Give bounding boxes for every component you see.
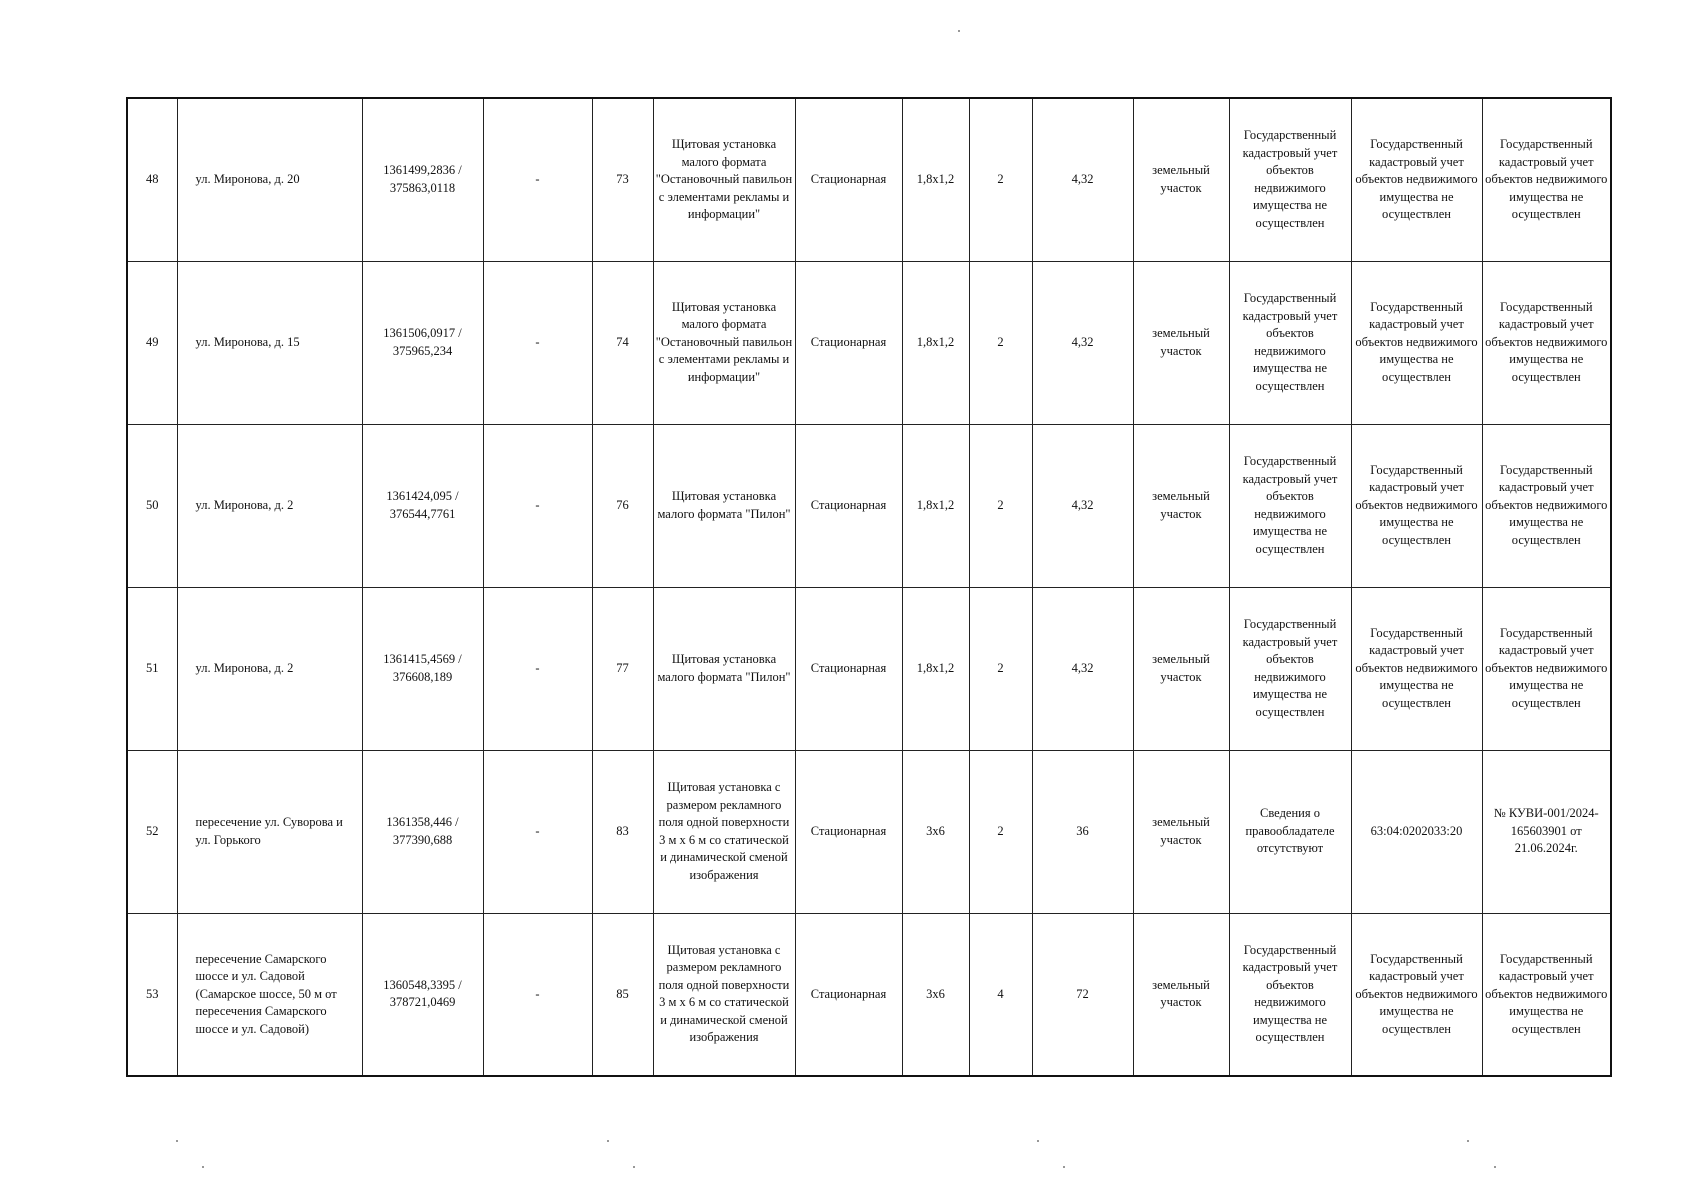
cadastral-number-cell: Государственный кадастровый учет объектов недвижимого имущества не осуществлен	[1351, 913, 1482, 1076]
owner-info-cell: Государственный кадастровый учет объектов недвижимого имущества не осуществлен	[1229, 424, 1351, 587]
row-number-cell: 51	[127, 587, 177, 750]
cadastral-number-cell: Государственный кадастровый учет объектов недвижимого имущества не осуществлен	[1351, 98, 1482, 261]
dash-cell: -	[483, 587, 592, 750]
structure-type-cell: Щитовая установка малого формата "Остановочный павильон с элементами рекламы и информации"	[653, 261, 795, 424]
structure-number-cell: 85	[592, 913, 653, 1076]
registry-record-cell: № КУВИ-001/2024-165603901 от 21.06.2024г.	[1482, 750, 1611, 913]
land-category-cell: земельный участок	[1133, 98, 1229, 261]
address-cell: пересечение ул. Суворова и ул. Горького	[177, 750, 362, 913]
dash-cell: -	[483, 98, 592, 261]
row-number-cell: 53	[127, 913, 177, 1076]
row-number-cell: 52	[127, 750, 177, 913]
coordinates-cell: 1361499,2836 / 375863,0118	[362, 98, 483, 261]
cadastral-number-cell: Государственный кадастровый учет объектов недвижимого имущества не осуществлен	[1351, 261, 1482, 424]
structure-type-cell: Щитовая установка с размером рекламного поля одной поверхности 3 м х 6 м со статической и динамической сменой изображения	[653, 913, 795, 1076]
coordinates-cell: 1361506,0917 / 375965,234	[362, 261, 483, 424]
coordinates-cell: 1361424,095 / 376544,7761	[362, 424, 483, 587]
dash-cell: -	[483, 913, 592, 1076]
sides-count-cell: 2	[969, 750, 1032, 913]
table-row	[127, 587, 1611, 750]
registry-record-cell: Государственный кадастровый учет объектов недвижимого имущества не осуществлен	[1482, 98, 1611, 261]
address-cell: ул. Миронова, д. 2	[177, 587, 362, 750]
advertising-registry-table	[126, 97, 1612, 1077]
table-row	[127, 424, 1611, 587]
table-row	[127, 913, 1611, 1076]
cadastral-number-cell: Государственный кадастровый учет объектов недвижимого имущества не осуществлен	[1351, 587, 1482, 750]
size-cell: 3х6	[902, 750, 969, 913]
owner-info-cell: Государственный кадастровый учет объектов недвижимого имущества не осуществлен	[1229, 98, 1351, 261]
land-category-cell: земельный участок	[1133, 424, 1229, 587]
sides-count-cell: 2	[969, 98, 1032, 261]
sides-count-cell: 2	[969, 587, 1032, 750]
structure-kind-cell: Стационарная	[795, 913, 902, 1076]
scan-speck	[958, 30, 960, 32]
structure-number-cell: 73	[592, 98, 653, 261]
area-cell: 4,32	[1032, 261, 1133, 424]
table-row	[127, 261, 1611, 424]
structure-type-cell: Щитовая установка малого формата "Пилон"	[653, 424, 795, 587]
dash-cell: -	[483, 750, 592, 913]
size-cell: 1,8х1,2	[902, 587, 969, 750]
structure-number-cell: 77	[592, 587, 653, 750]
scan-speck	[176, 1140, 178, 1142]
registry-record-cell: Государственный кадастровый учет объектов недвижимого имущества не осуществлен	[1482, 587, 1611, 750]
area-cell: 4,32	[1032, 98, 1133, 261]
coordinates-cell: 1360548,3395 / 378721,0469	[362, 913, 483, 1076]
address-cell: ул. Миронова, д. 2	[177, 424, 362, 587]
area-cell: 4,32	[1032, 587, 1133, 750]
coordinates-cell: 1361415,4569 / 376608,189	[362, 587, 483, 750]
owner-info-cell: Государственный кадастровый учет объектов недвижимого имущества не осуществлен	[1229, 587, 1351, 750]
structure-type-cell: Щитовая установка с размером рекламного поля одной поверхности 3 м х 6 м со статической и динамической сменой изображения	[653, 750, 795, 913]
owner-info-cell: Государственный кадастровый учет объектов недвижимого имущества не осуществлен	[1229, 261, 1351, 424]
structure-kind-cell: Стационарная	[795, 587, 902, 750]
scan-speck	[607, 1140, 609, 1142]
scan-speck	[1467, 1140, 1469, 1142]
sides-count-cell: 2	[969, 261, 1032, 424]
cadastral-number-cell: 63:04:0202033:20	[1351, 750, 1482, 913]
size-cell: 1,8х1,2	[902, 261, 969, 424]
area-cell: 72	[1032, 913, 1133, 1076]
land-category-cell: земельный участок	[1133, 261, 1229, 424]
land-category-cell: земельный участок	[1133, 750, 1229, 913]
structure-number-cell: 76	[592, 424, 653, 587]
size-cell: 1,8х1,2	[902, 424, 969, 587]
structure-type-cell: Щитовая установка малого формата "Пилон"	[653, 587, 795, 750]
structure-kind-cell: Стационарная	[795, 750, 902, 913]
table-row	[127, 98, 1611, 261]
size-cell: 3х6	[902, 913, 969, 1076]
address-cell: пересечение Самарского шоссе и ул. Садовой (Самарское шоссе, 50 м от пересечения Самарского шоссе и ул. Садовой)	[177, 913, 362, 1076]
address-cell: ул. Миронова, д. 15	[177, 261, 362, 424]
registry-record-cell: Государственный кадастровый учет объектов недвижимого имущества не осуществлен	[1482, 913, 1611, 1076]
land-category-cell: земельный участок	[1133, 587, 1229, 750]
structure-kind-cell: Стационарная	[795, 261, 902, 424]
scan-speck	[1494, 1166, 1496, 1168]
sides-count-cell: 4	[969, 913, 1032, 1076]
scan-speck	[633, 1166, 635, 1168]
area-cell: 4,32	[1032, 424, 1133, 587]
table-row	[127, 750, 1611, 913]
row-number-cell: 50	[127, 424, 177, 587]
owner-info-cell: Государственный кадастровый учет объектов недвижимого имущества не осуществлен	[1229, 913, 1351, 1076]
structure-number-cell: 74	[592, 261, 653, 424]
address-cell: ул. Миронова, д. 20	[177, 98, 362, 261]
scan-speck	[1063, 1166, 1065, 1168]
row-number-cell: 49	[127, 261, 177, 424]
structure-kind-cell: Стационарная	[795, 424, 902, 587]
row-number-cell: 48	[127, 98, 177, 261]
size-cell: 1,8х1,2	[902, 98, 969, 261]
registry-record-cell: Государственный кадастровый учет объектов недвижимого имущества не осуществлен	[1482, 424, 1611, 587]
scan-speck	[1037, 1140, 1039, 1142]
dash-cell: -	[483, 261, 592, 424]
structure-number-cell: 83	[592, 750, 653, 913]
land-category-cell: земельный участок	[1133, 913, 1229, 1076]
owner-info-cell: Сведения о правообладателе отсутствуют	[1229, 750, 1351, 913]
area-cell: 36	[1032, 750, 1133, 913]
structure-kind-cell: Стационарная	[795, 98, 902, 261]
registry-record-cell: Государственный кадастровый учет объектов недвижимого имущества не осуществлен	[1482, 261, 1611, 424]
table-body	[127, 98, 1611, 1076]
sides-count-cell: 2	[969, 424, 1032, 587]
scan-speck	[202, 1166, 204, 1168]
cadastral-number-cell: Государственный кадастровый учет объектов недвижимого имущества не осуществлен	[1351, 424, 1482, 587]
structure-type-cell: Щитовая установка малого формата "Остановочный павильон с элементами рекламы и информации"	[653, 98, 795, 261]
coordinates-cell: 1361358,446 / 377390,688	[362, 750, 483, 913]
dash-cell: -	[483, 424, 592, 587]
